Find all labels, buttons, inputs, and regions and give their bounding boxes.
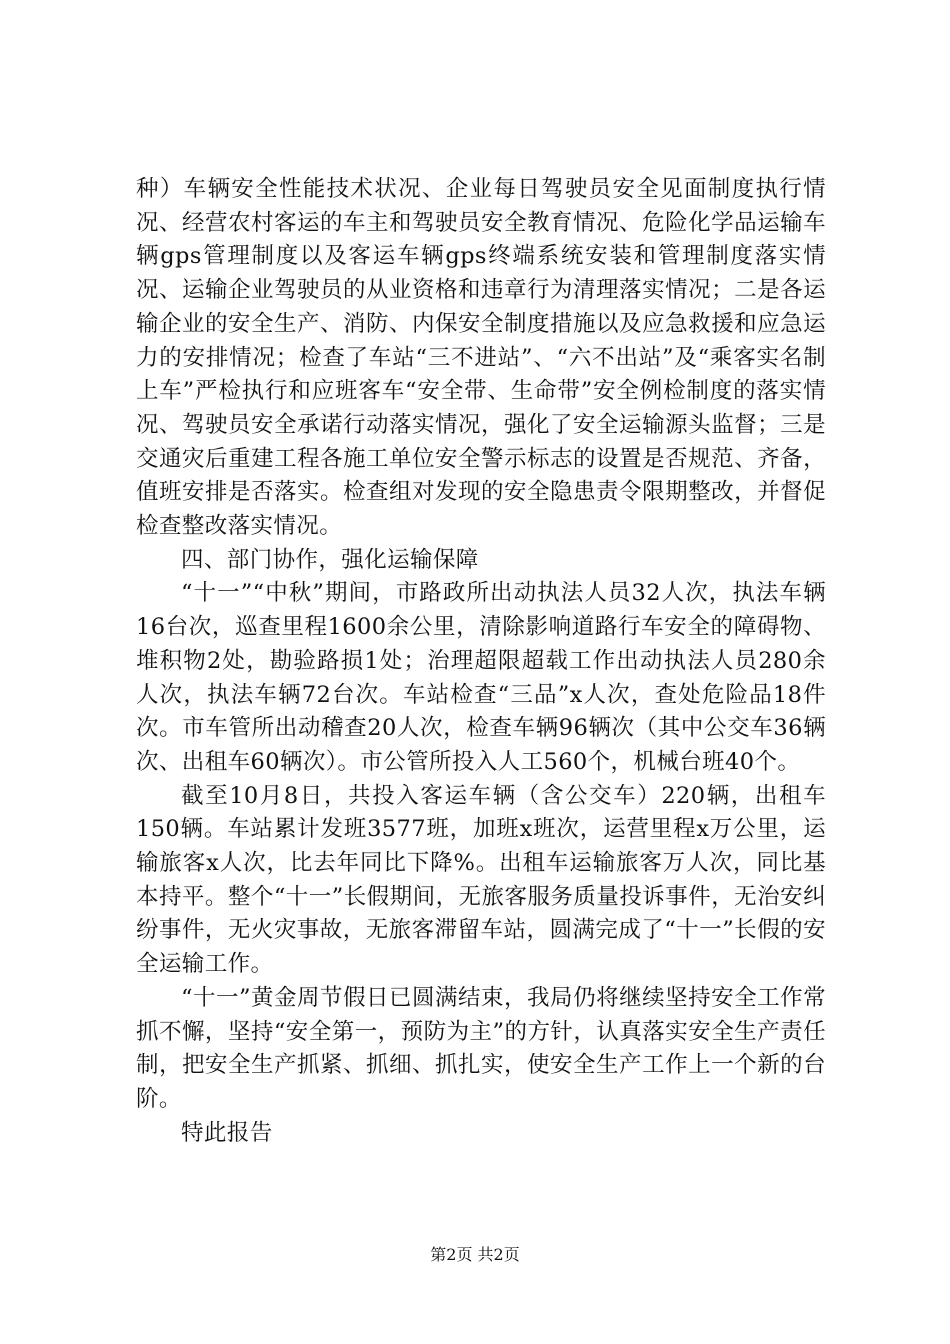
page-number: 第2页 共2页: [430, 1245, 520, 1264]
section-heading-department-cooperation: 四、部门协作，强化运输保障: [181, 546, 479, 573]
paragraph-transport-summary: 截至10月8日，共投入客运车辆（含公交车）220辆，出租车150辆。车站累计发班3577班，加班x班次，运营里程x万公里，运输旅客x人次，比去年同比下降%。出租车运输旅客万人次，同比基本持平。整个“十一”长假期间，无旅客服务质量投诉事件，无治安纠纷事件，无火灾事故，无旅客滞留车站，圆满完成了“十一”长假的安全运输工作。: [136, 782, 826, 978]
document-body: [136, 173, 826, 1150]
paragraph-inspection-continued: 种）车辆安全性能技术状况、企业每日驾驶员安全见面制度执行情况、经营农村客运的车主和驾驶员安全教育情况、危险化学品运输车辆gps管理制度以及客运车辆gps终端系统安装和管理制度落实情况、运输企业驾驶员的从业资格和违章行为清理落实情况；二是各运输企业的安全生产、消防、内保安全制度措施以及应急救援和应急运力的安排情况；检查了车站“三不进站”、“六不出站”及“乘客实名制上车”严检执行和应班客车“安全带、生命带”安全例检制度的落实情况、驾驶员安全承诺行动落实情况，强化了安全运输源头监督；三是交通灾后重建工程各施工单位安全警示标志的设置是否规范、齐备，值班安排是否落实。检查组对发现的安全隐患责令限期整改，并督促检查整改落实情况。: [136, 176, 826, 540]
page-footer: [0, 1245, 950, 1265]
paragraph-enforcement-statistics: “十一”“中秋”期间，市路政所出动执法人员32人次，执法车辆16台次，巡查里程1600余公里，清除影响道路行车安全的障碍物、堆积物2处，勘验路损1处；治理超限超载工作出动执法人员280余人次，执法车辆72台次。车站检查“三品”x人次，查处危险品18件次。市车管所出动稽查20人次，检查车辆96辆次（其中公交车36辆次、出租车60辆次）。市公管所投入人工560个，机械台班40个。: [136, 580, 826, 775]
paragraph-conclusion: “十一”黄金周节假日已圆满结束，我局仍将继续坚持安全工作常抓不懈，坚持“安全第一，预防为主”的方针，认真落实安全生产责任制，把安全生产抓紧、抓细、抓扎实，使安全生产工作上一个新的台阶。: [136, 984, 826, 1112]
closing-report-line: 特此报告: [181, 1119, 273, 1146]
